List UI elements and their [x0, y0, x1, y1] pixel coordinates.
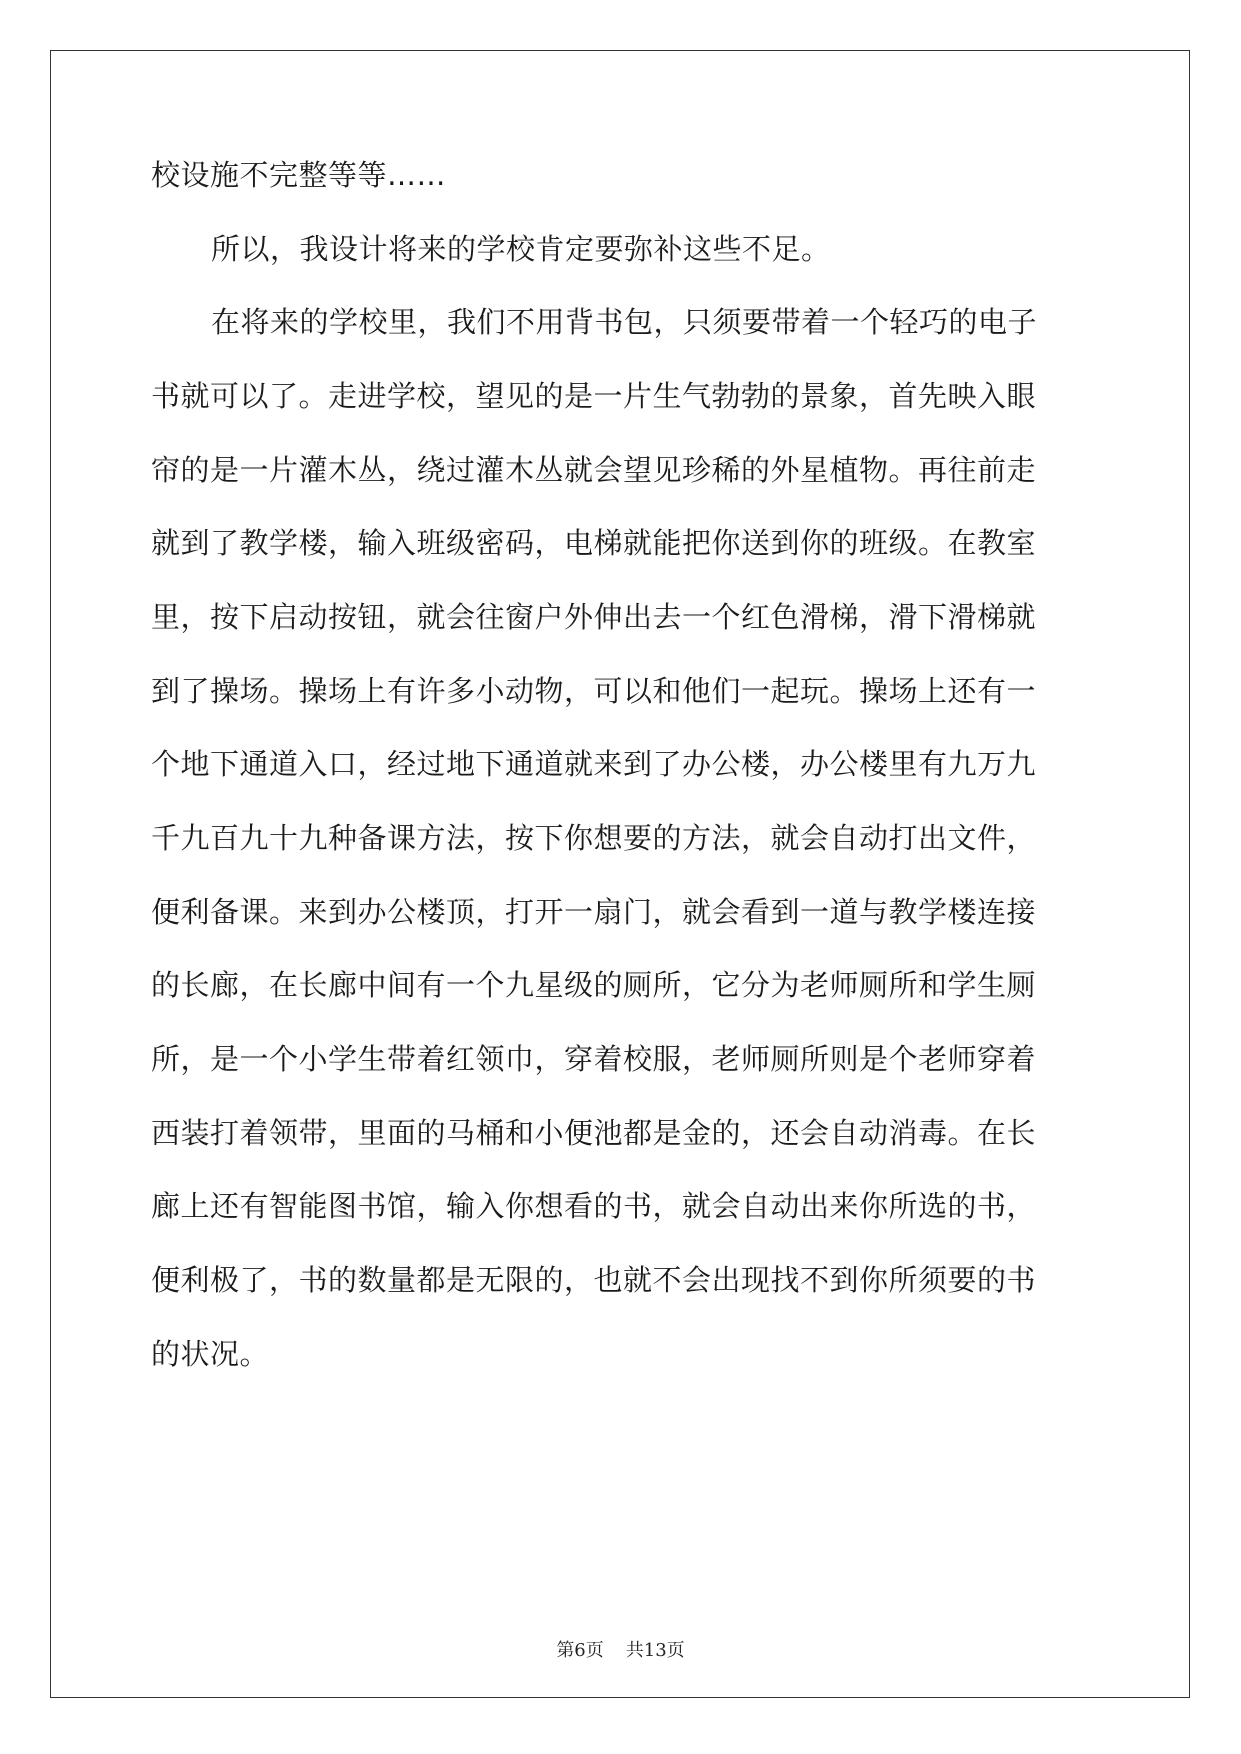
text-line-11: 便利备课。来到办公楼顶，打开一扇门，就会看到一道与教学楼连接	[151, 895, 1037, 929]
text-line-6: 就到了教学楼，输入班级密码，电梯就能把你送到你的班级。在教室	[151, 526, 1037, 560]
text-line-8: 到了操场。操场上有许多小动物，可以和他们一起玩。操场上还有一	[151, 674, 1037, 708]
text-line-14: 西装打着领带，里面的马桶和小便池都是金的，还会自动消毒。在长	[151, 1116, 1037, 1150]
page-border	[50, 50, 1190, 1698]
text-line-5: 帘的是一片灌木丛，绕过灌木丛就会望见珍稀的外星植物。再往前走	[151, 453, 1037, 487]
text-line-17: 的状况。	[151, 1337, 270, 1371]
text-line-3: 在将来的学校里，我们不用背书包，只须要带着一个轻巧的电子	[211, 305, 1038, 339]
text-line-4: 书就可以了。走进学校，望见的是一片生气勃勃的景象，首先映入眼	[151, 379, 1037, 413]
text-line-16: 便利极了，书的数量都是无限的，也就不会出现找不到你所须要的书	[151, 1263, 1037, 1297]
text-line-1: 校设施不完整等等……	[151, 158, 447, 192]
text-line-13: 所，是一个小学生带着红领巾，穿着校服，老师厕所则是个老师穿着	[151, 1042, 1037, 1076]
page-total: 共13页	[625, 1640, 685, 1661]
page-footer	[0, 1636, 1241, 1662]
text-line-12: 的长廊，在长廊中间有一个九星级的厕所，它分为老师厕所和学生厕	[151, 968, 1037, 1002]
page-number: 第6页	[556, 1640, 604, 1661]
text-line-7: 里，按下启动按钮，就会往窗户外伸出去一个红色滑梯，滑下滑梯就	[151, 600, 1037, 634]
text-line-9: 个地下通道入口，经过地下通道就来到了办公楼，办公楼里有九万九	[151, 747, 1037, 781]
text-line-15: 廊上还有智能图书馆，输入你想看的书，就会自动出来你所选的书，	[151, 1189, 1037, 1223]
text-line-10: 千九百九十九种备课方法，按下你想要的方法，就会自动打出文件，	[151, 821, 1037, 855]
text-line-2: 所以，我设计将来的学校肯定要弥补这些不足。	[211, 232, 831, 266]
